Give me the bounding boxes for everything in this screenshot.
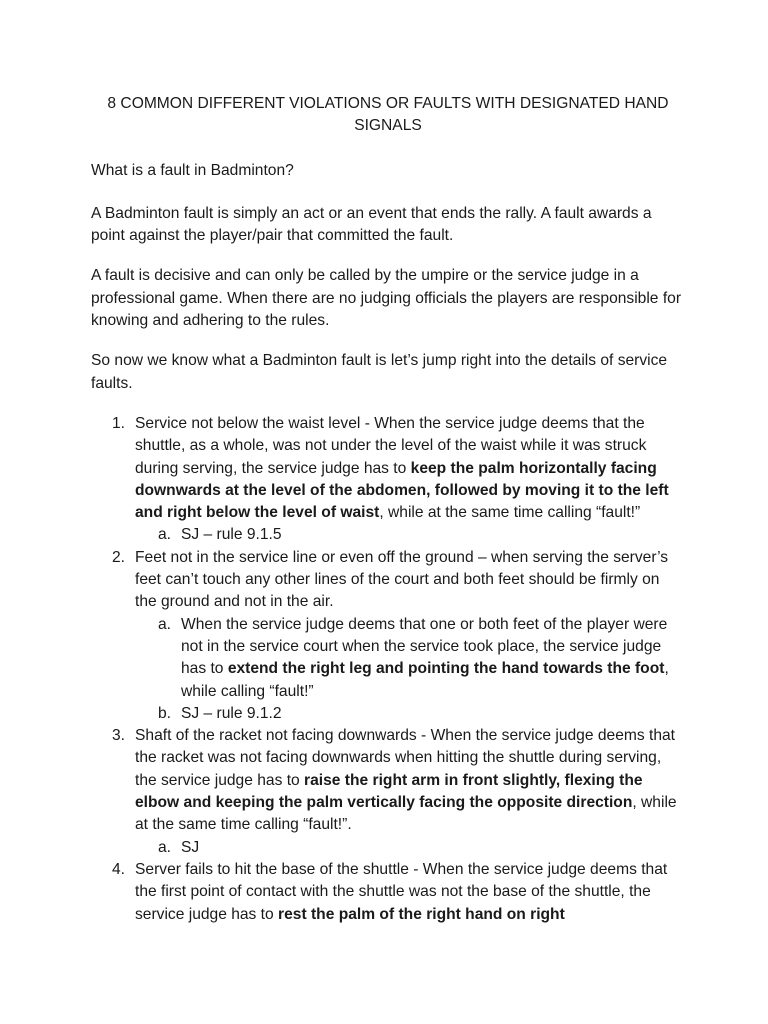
list-item	[91, 547, 685, 725]
sub-letter: a.	[158, 615, 172, 633]
sub-letter: a.	[158, 526, 172, 544]
decisive-paragraph: A fault is decisive and can only be called by the umpire or the service judge in a professional game. When there are no judging officials the players are responsible for knowing and adhering to the rules.	[91, 267, 682, 330]
item-hand-signal: extend the right leg and pointing the hand towards the foot	[227, 660, 665, 678]
item-text: Server fails to hit the base of the shuttle - When the service judge deems that the first point of contact with the shuttle was not the base of the shuttle, the service judge has to	[135, 860, 668, 923]
sub-list	[135, 837, 685, 859]
intro-paragraph: A Badminton fault is simply an act or an event that ends the rally. A fault awards a point against the player/pair that committed the fault.	[91, 204, 652, 245]
rule-reference: SJ – rule 9.1.2	[181, 704, 282, 722]
list-item	[91, 413, 685, 547]
fault-list	[91, 413, 685, 926]
item-text-end: , while calling “fault!”	[181, 660, 669, 700]
item-text: When the service judge deems that one or both feet of the player were not in the service court when the service took place, the service judge has to	[181, 615, 668, 678]
item-hand-signal: rest the palm of the right hand on right	[278, 905, 565, 923]
item-text-end: , while at the same time calling “fault!”.	[135, 794, 677, 834]
list-number: 3.	[112, 727, 126, 745]
section-question: What is a fault in Badminton?	[91, 161, 294, 179]
list-number: 1.	[112, 414, 126, 432]
rule-reference: SJ	[181, 838, 200, 856]
item-text: Shaft of the racket not facing downwards - When the service judge deems that the racket was not facing downwards when hitting the shuttle during serving, the service judge has to	[135, 727, 676, 789]
list-number: 4.	[112, 860, 126, 878]
sub-letter: b.	[158, 704, 172, 722]
sub-list	[135, 524, 685, 546]
item-hand-signal: raise the right arm in front slightly, flexing the elbow and keeping the palm vertically facing the opposite direction	[135, 771, 643, 812]
item-text-end: , while at the same time calling “fault!”	[379, 504, 641, 522]
document-page	[91, 93, 685, 926]
item-text: Service not below the waist level - When the service judge deems that the shuttle, as a whole, was not under the level of the waist while it was struck during serving, the service judge has to	[135, 414, 647, 477]
sub-list-item	[135, 703, 685, 725]
document-title: 8 COMMON DIFFERENT VIOLATIONS OR FAULTS WITH DESIGNATED HAND SIGNALS	[107, 95, 669, 135]
sub-list	[135, 614, 685, 725]
item-hand-signal: keep the palm horizontally facing downwards at the level of the abdomen, followed by moving it to the left and right below the level of waist	[135, 459, 669, 522]
sub-list-item	[135, 614, 685, 703]
item-text: Feet not in the service line or even off the ground – when serving the server’s feet can’t touch any other lines of the court and both feet should be firmly on the ground and not in the air.	[135, 548, 669, 611]
list-number: 2.	[112, 548, 126, 566]
sub-letter: a.	[158, 838, 172, 856]
rule-reference: SJ – rule 9.1.5	[181, 526, 282, 544]
list-item	[91, 725, 685, 859]
sub-list-item	[135, 837, 685, 859]
transition-paragraph: So now we know what a Badminton fault is let’s jump right into the details of service faults.	[91, 352, 668, 392]
list-item	[91, 859, 685, 926]
sub-list-item	[135, 524, 685, 546]
